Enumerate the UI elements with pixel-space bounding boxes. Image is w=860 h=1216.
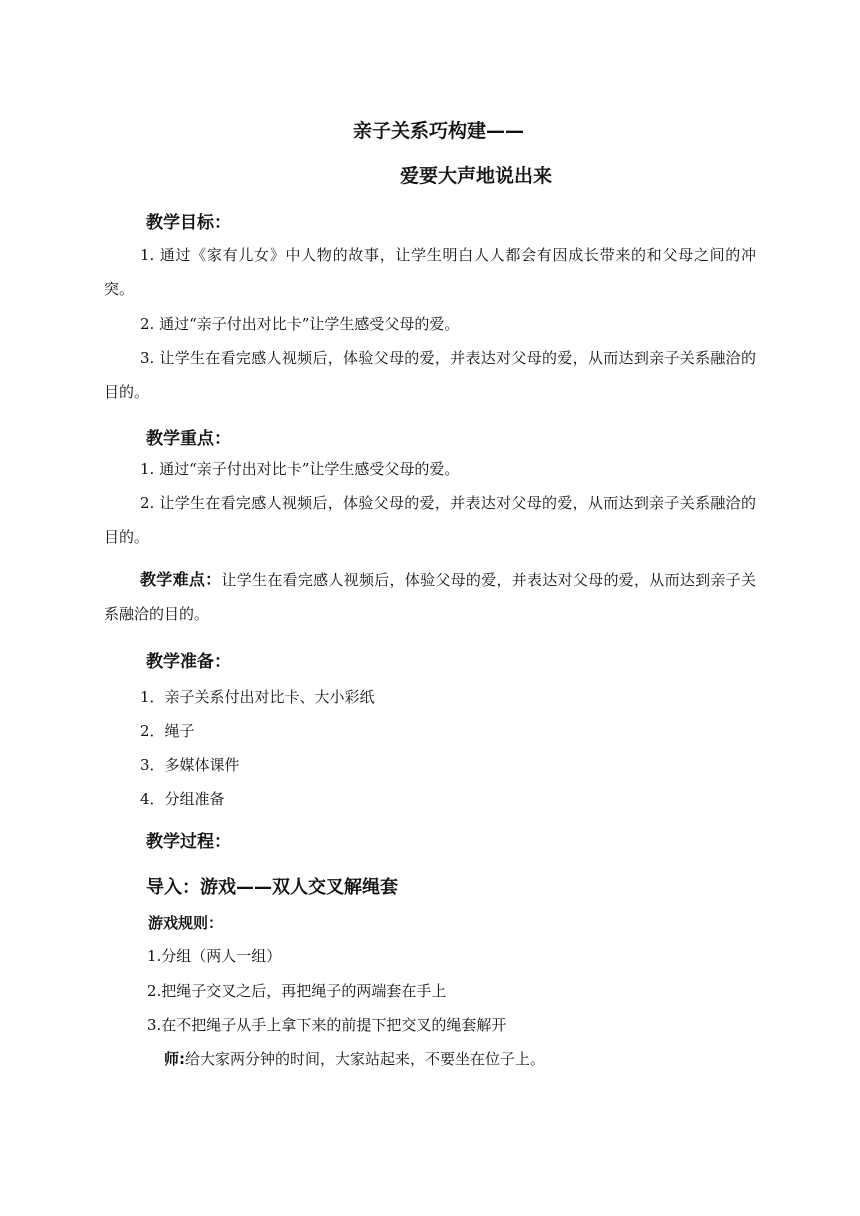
title-line-1: 亲子关系巧构建—— <box>353 120 525 142</box>
objective-item-1: 1. 通过《家有儿女》中人物的故事，让学生明白人人都会有因成长带来的和父母之间的冲突。 <box>104 246 756 298</box>
title-line-2: 爱要大声地说出来 <box>400 165 553 187</box>
objectives-heading: 教学目标： <box>146 213 231 233</box>
teacher-label: 师: <box>164 1050 185 1068</box>
intro-heading: 导入：游戏——双人交叉解绳套 <box>146 877 398 898</box>
difficulty-paragraph <box>104 563 756 631</box>
preparation-item-3: 3．多媒体课件 <box>140 756 240 774</box>
difficulty-text: 让学生在看完感人视频后，体验父母的爱，并表达对父母的爱，从而达到亲子关系融洽的目的。 <box>104 571 756 623</box>
preparation-item-1: 1．亲子关系付出对比卡、大小彩纸 <box>140 688 375 706</box>
key-point-item-1: 1. 通过“亲子付出对比卡”让学生感受父母的爱。 <box>140 460 460 478</box>
difficulty-heading: 教学难点： <box>140 570 222 589</box>
rule-item-2: 2.把绳子交叉之后，再把绳子的两端套在手上 <box>147 982 447 1000</box>
rules-label: 游戏规则： <box>148 914 224 932</box>
key-points-heading: 教学重点： <box>146 429 231 449</box>
teacher-text: 给大家两分钟的时间，大家站起来，不要坐在位子上。 <box>185 1050 546 1068</box>
process-heading: 教学过程： <box>146 832 231 852</box>
rule-item-1: 1.分组（两人一组） <box>147 947 282 965</box>
key-point-item-2: 2. 让学生在看完感人视频后，体验父母的爱，并表达对父母的爱，从而达到亲子关系融洽的目的。 <box>104 494 756 546</box>
preparation-item-2: 2．绳子 <box>140 722 195 740</box>
preparation-item-4: 4．分组准备 <box>140 790 225 808</box>
teacher-line <box>164 1048 545 1069</box>
objective-item-3: 3. 让学生在看完感人视频后，体验父母的爱，并表达对父母的爱，从而达到亲子关系融洽的目的。 <box>104 349 756 401</box>
preparation-heading: 教学准备： <box>146 652 231 672</box>
objective-item-2: 2. 通过“亲子付出对比卡”让学生感受父母的爱。 <box>140 315 460 333</box>
rule-item-3: 3.在不把绳子从手上拿下来的前提下把交叉的绳套解开 <box>147 1016 507 1034</box>
